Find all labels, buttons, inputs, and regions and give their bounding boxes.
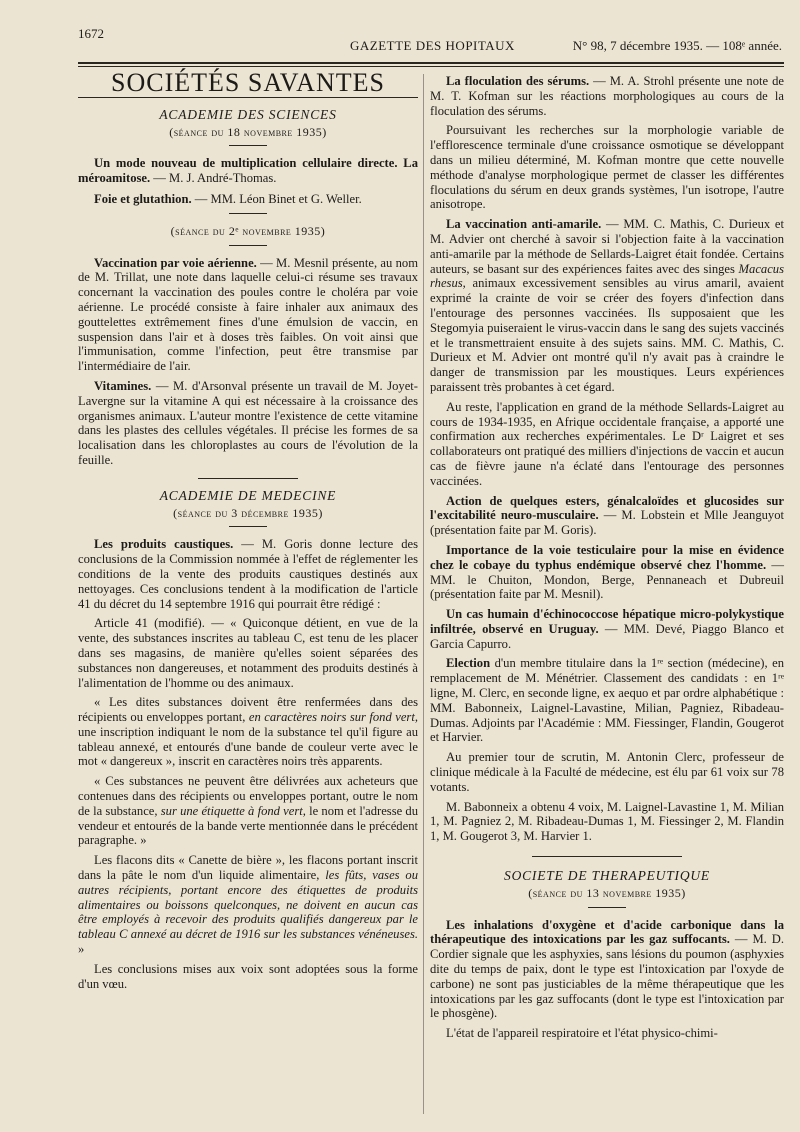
header-rule-thin bbox=[78, 66, 784, 67]
article-title: Importance de la voie testiculaire pour la mise en évidence chez le cobaye du typhus endémique observé chez l'homme. bbox=[430, 542, 784, 572]
left-column bbox=[78, 68, 418, 996]
article-title: Les inhalations d'oxygène et d'acide carbonique dans la thérapeutique des intoxications par les gaz suffocants. bbox=[430, 917, 784, 947]
paragraph: Les conclusions mises aux voix sont adoptées sous la forme d'un vœu. bbox=[78, 961, 418, 991]
paragraph: Au premier tour de scrutin, M. Antonin Clerc, professeur de clinique médicale à la Faculté de médecine, est élu par 61 voix sur 78 votants. bbox=[430, 750, 784, 794]
session-date: (séance du 13 novembre 1935) bbox=[528, 885, 686, 900]
article-title: Vaccination par voie aérienne. bbox=[94, 255, 257, 270]
article-title: Un mode nouveau de multiplication cellulaire directe. La méroamitose. bbox=[78, 156, 418, 186]
article: Les inhalations d'oxygène et d'acide carbonique dans la thérapeutique des intoxications par les gaz suffocants. — M. D. Cordier signale que les asphyxies, sans lésions du poumon (asphyxies dite du temps de paix, dont le type est l'intoxication par l'oxyde de carbone) ne sont pas justiciables de la même thérapeutique que les intoxications par les gaz suffocants (dont le type est l'intoxication par le phosgène). bbox=[430, 917, 784, 1021]
society-heading: SOCIETE DE THERAPEUTIQUE bbox=[504, 868, 710, 884]
academy-heading: ACADEMIE DE MEDECINE bbox=[159, 487, 337, 503]
academy-heading: ACADEMIE DES SCIENCES bbox=[159, 106, 337, 122]
page-number: 1672 bbox=[78, 26, 104, 41]
session-date: (séance du 3 décembre 1935) bbox=[173, 505, 323, 520]
article-title: La floculation des sérums. bbox=[446, 74, 590, 88]
article: La vaccination anti-amarile. — MM. C. Mathis, C. Durieux et M. Advier ont cherché à savoir si l'objection faite à la vaccination anti-amarile par la méthode de Sellards-Laigret était fondée. Certains auteurs, se basant sur des expériences faites avec des singes Macacus rhesus, animaux excessivement sensibles au virus amaril, avaient exprimé la crainte de voir se créer des foyers d'infection dans l'entourage des personnes vaccinées. Ils supposaient que les Stegomyia puiseraient le virus-vaccin dans le sang des sujets vaccinés et le transmettraient ensuite à des sujets sains. MM. C. Mathis, C. Durieux et M. Advier ont montré qu'il n'y avait pas à craindre le danger de transmission par les moustiques. Leurs expériences paraissent très probantes à cet égard. bbox=[430, 217, 784, 394]
article-title: Les produits caustiques. bbox=[94, 537, 234, 552]
paragraph: Article 41 (modifié). — « Quiconque détient, en vue de la vente, des substances inscrites au tableau C, est tenu de les placer dans ses magasins, de manière qu'elles soient séparées des substances non dangereuses, et notamment des produits destinés à l'alimentation de l'homme ou des animaux. bbox=[78, 616, 418, 690]
article: Vitamines. — M. d'Arsonval présente un travail de M. Joyet-Lavergne sur la vitamine A qui est nécessaire à la croissance des organismes animaux. L'auteur montre l'existence de cette vitamine dans les plastes des cellules végétales. Il précise les formes de sa localisation dans les chloroplastes au cours de l'évolution de la feuille. bbox=[78, 378, 418, 467]
column-divider bbox=[423, 74, 424, 1114]
paragraph: « Les dites substances doivent être renfermées dans des récipients ou enveloppes portant, en caractères noirs sur fond vert, une inscription indiquant le nom de la substance tel qu'il figure au tableau annexé, et entourés d'une bande de couleur verte avec le mot « dangereux », inscrit en caractères noirs très apparents. bbox=[78, 695, 418, 769]
article-title: Un cas humain d'échinococcose hépatique micro-polykystique infiltrée, observé en Uruguay. bbox=[430, 607, 784, 636]
paragraph: « Ces substances ne peuvent être délivrées aux acheteurs que contenues dans des récipients ou enveloppes portant, outre le nom de la substance, sur une étiquette à fond vert, le nom et l'adresse du vendeur et entourés de la bande verte mentionnée dans le précédent paragraphe. » bbox=[78, 774, 418, 848]
separator bbox=[532, 856, 682, 857]
separator bbox=[229, 245, 267, 246]
article: Les produits caustiques. — M. Goris donne lecture des conclusions de la Commission nommée à l'effet de réglementer les conditions de la vente des produits caustiques destinés aux nettoyages. Ces conclusions tendent à la modification de l'article 41 du décret du 14 septembre 1916 qui pourrait être rédigé : bbox=[78, 537, 418, 611]
article-title: Foie et glutathion. bbox=[94, 191, 192, 206]
article-title: Election bbox=[446, 656, 491, 671]
article: Election d'un membre titulaire dans la 1ʳᵉ section (médecine), en remplacement de M. Ménétrier. Classement des candidats : en 1ʳᵉ ligne, M. Clerc, en seconde ligne, ex aequo et par ordre alphabétique : MM. Babonneix, Laignel-Lavastine, Milian, Pagniez, Ribadeau-Dumas. Adjoints par l'Académie : MM. Fiessinger, Flandin, Gougerot et Harvier. bbox=[430, 656, 784, 745]
separator bbox=[229, 145, 267, 146]
separator bbox=[588, 907, 626, 908]
article: Foie et glutathion. — MM. Léon Binet et G. Weller. bbox=[94, 191, 362, 206]
session-date: (séance du 18 novembre 1935) bbox=[169, 124, 327, 139]
paragraph: Poursuivant les recherches sur la morphologie variable de l'efflorescence terminale d'une croissance osmotique se développant dans un milieu déterminé, M. Kofman montre que cette nouvelle méthode d'analyse morphologique permet de classer les différentes floculations du sérum en deux grands systèmes, l'un isotrope, l'autre anisotrope. bbox=[430, 123, 784, 212]
article-title: Action de quelques esters, génalcaloïdes et glucosides sur l'excitabilité neuro-musculaire. bbox=[430, 493, 784, 523]
separator bbox=[198, 478, 298, 479]
journal-title: GAZETTE DES HOPITAUX bbox=[350, 38, 515, 53]
page-header bbox=[78, 26, 782, 56]
article-title: La vaccination anti-amarile. bbox=[446, 217, 602, 232]
paragraph: Les flacons dits « Canette de bière », les flacons portant inscrit dans la pâte le nom d'un liquide alimentaire, les fûts, vases ou autres récipients, portant encore des étiquettes de produits alimentaires ou boissons quelconques, ne doivent en aucun cas être employés à recevoir des produits qualifiés dangereux par le tableau C annexé au décret de 1916 sur les substances vénéneuses. » bbox=[78, 853, 418, 957]
paragraph: L'état de l'appareil respiratoire et l'état physico-chimi- bbox=[446, 1026, 718, 1041]
separator bbox=[229, 526, 267, 527]
paragraph: Au reste, l'application en grand de la méthode Sellards-Laigret au cours de 1934-1935, en Afrique occidentale française, a apporté une confirmation aux recherches expérimentales. Le Dʳ Laigret et ses collaborateurs ont pratiqué des milliers d'injections de vaccin et aucun cas de fièvre jaune n'a éclaté dans l'entourage des personnes vaccinées. bbox=[430, 399, 784, 488]
paragraph: M. Babonneix a obtenu 4 voix, M. Laignel-Lavastine 1, M. Milian 1, M. Pagniez 2, M. Ribadeau-Dumas 1, M. Fiessinger 2, M. Flandin 1, M. Gougerot 3, M. Harvier 1. bbox=[430, 799, 784, 844]
right-column bbox=[430, 74, 784, 1046]
article: Importance de la voie testiculaire pour la mise en évidence chez le cobaye du typhus endémique observé chez l'homme. — MM. le Chuiton, Mondon, Berge, Pennaneach et Dubreuil (présentation faite par M. Mesnil). bbox=[430, 542, 784, 602]
article: Vaccination par voie aérienne. — M. Mesnil présente, au nom de M. Trillat, une note dans laquelle celui-ci résume ses travaux concernant la vaccination des poules contre le choléra par voie aérienne. Le procédé consiste à faire inhaler aux animaux des gouttelettes extrêmement fines d'une émulsion de vaccin, en suspension dans l'air et à doses très faibles. On voit ainsi que l'immunisation, comme l'infection, peut être transmise par l'intermédiaire de l'air. bbox=[78, 255, 418, 374]
article-title: Vitamines. bbox=[94, 378, 152, 393]
section-title: SOCIÉTÉS SAVANTES bbox=[111, 68, 385, 97]
article: Action de quelques esters, génalcaloïdes et glucosides sur l'excitabilité neuro-musculaire. — M. Lobstein et Mlle Jeanguyot (présentation faite par M. Goris). bbox=[430, 493, 785, 538]
article: Un cas humain d'échinococcose hépatique micro-polykystique infiltrée, observé en Uruguay. — MM. Devé, Piaggo Blanco et Garcia Capurro. bbox=[430, 607, 784, 651]
issue-info: N° 98, 7 décembre 1935. — 108ᵉ année. bbox=[572, 38, 782, 53]
session-date: (séance du 2ᵉ novembre 1935) bbox=[170, 223, 326, 238]
separator bbox=[229, 213, 267, 214]
article: Un mode nouveau de multiplication cellulaire directe. La méroamitose. — M. J. André-Thomas. bbox=[78, 156, 418, 186]
article: La floculation des sérums. — M. A. Strohl présente une note de M. T. Kofman sur les réactions morphologiques au cours de la floculation des sérums. bbox=[430, 74, 784, 118]
header-rule bbox=[78, 62, 784, 64]
